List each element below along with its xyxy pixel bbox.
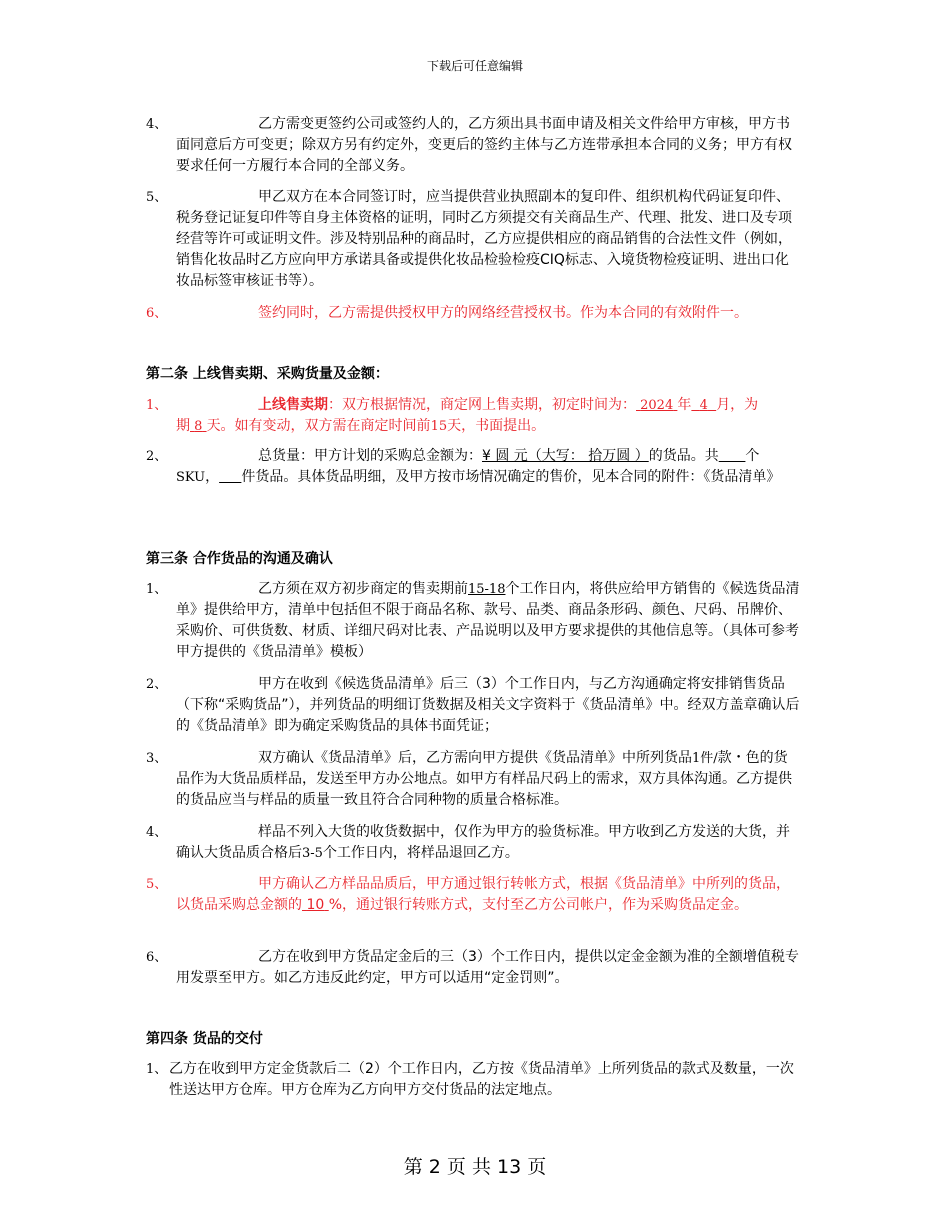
lead-days: 15 xyxy=(430,419,448,434)
art3-item-6 xyxy=(146,947,801,989)
item-text: 甲乙双方在本合同签订时，应当提供营业执照副本的复印件、组织机构代码证复印件、税务登记证复印件等自身主体资格的证明，同时乙方须提交有关商品生产、代理、批发、进口及专项经营等许可或证明文件。涉及特别品种的商品时，乙方应提供相应的商品销售的合法性文件（例如，销售化妆品时乙方应向甲方承诺具备或提供化妆品检验检疫CIQ标志、入境货物检疫证明、进出口化妆品标签审核证书等）。 xyxy=(176,189,792,289)
text-segment: 个 xyxy=(745,448,760,464)
item-text: 签约同时，乙方需提供授权甲方的网络经营授权书。作为本合同的有效附件一。 xyxy=(258,305,748,321)
text-segment: 个工作日内，将样品退回乙方。 xyxy=(322,845,519,861)
blank-pieces xyxy=(219,469,241,485)
item-number: 2、 xyxy=(146,677,168,692)
text-segment: 个工作日内，将供应给甲方销售的《候选货品清单》提供给甲方，清单中包括但不限于商品名称、款号、品类、商品条形码、颜色、尺码、吊牌价、采购价、可供货数、材质、详细尺码对比表、产品说明以及甲方要求提供的其他信息等。（具体可参考甲方提供的《货品清单》模板） xyxy=(176,581,800,660)
item-number: 4、 xyxy=(146,117,168,132)
text-segment: 的货品。共 xyxy=(648,448,719,464)
item-text xyxy=(176,748,801,811)
blank-count xyxy=(719,448,746,464)
text-segment: 乙方须在双方初步商定的售卖期前 xyxy=(258,581,468,597)
text-segment: %，通过银行转账方式，支付至乙方公司帐户，作为采购货品定金。 xyxy=(328,897,749,913)
text-segment: 乙方在收到甲方定金货款后二（2）个工作日内，乙方按《货品清单》上所列货品的款式及数量，一次性送达甲方仓库。甲方仓库为乙方向甲方交付货品的法定地点。 xyxy=(169,1061,794,1098)
text-segment: 年 xyxy=(677,397,692,413)
page-footer: 第 2 页 共 13 页 xyxy=(403,1156,547,1178)
text-segment: 甲方确认乙方样品品质后，甲方通过银行转帐方式，根据《货品清单》中所列的货品，以货品采购总金额的 xyxy=(176,876,790,913)
item-number: 5、 xyxy=(146,190,168,205)
item-number: 4、 xyxy=(146,825,168,840)
item-text xyxy=(176,579,801,663)
item-text: 乙方需变更签约公司或签约人的，乙方须出具书面申请及相关文件给甲方审核，甲方书面同意后方可变更；除双方另有约定外，变更后的签约主体与乙方连带承担本合同的义务；甲方有权要求任何一方履行本合同的全部义务。 xyxy=(176,116,792,174)
text-segment: 总货量：甲方计划的采购总金额为： xyxy=(258,448,482,464)
text-segment: 双方确认《货品清单》后，乙方需向甲方提供《货品清单》中所列货品 xyxy=(258,750,692,766)
item-text xyxy=(176,822,801,864)
text-segment: ：双方根据情况，商定网上售卖期，初定时间为： xyxy=(328,397,636,413)
item-number: 5、 xyxy=(146,877,168,892)
label-launch-period: 上线售卖期 xyxy=(258,397,328,413)
item-text xyxy=(176,395,801,437)
article-2-heading: 第二条 上线售卖期、采购货量及金额： xyxy=(146,366,389,382)
total-amount: ¥ 圆 元（大写： 拾万圆 ） xyxy=(482,448,649,464)
item-text xyxy=(176,874,801,916)
art3-item-1 xyxy=(146,579,801,663)
article-3-heading: 第三条 合作货品的沟通及确认 xyxy=(146,551,333,567)
text-segment: 月，为期 xyxy=(176,397,759,434)
text-segment: 天，书面提出。 xyxy=(447,418,546,434)
art3-item-3 xyxy=(146,748,801,811)
art2-item-1 xyxy=(146,395,801,437)
text-segment: ， xyxy=(205,469,220,485)
item-number: 1、 xyxy=(146,398,168,413)
item-number: 2、 xyxy=(146,449,168,464)
clause-item-6 xyxy=(146,303,801,324)
item-number: 6、 xyxy=(146,950,168,965)
item-text: 甲方在收到《候选货品清单》后三（3）个工作日内，与乙方沟通确定将安排销售货品（下称“采购货品”），并列货品的明细订货数据及相关文字资料于《货品清单》中。经双方盖章确认后的《货品清单》即为确定采购货品的具体书面凭证； xyxy=(176,676,800,734)
item-number: 1、 xyxy=(146,582,168,597)
art3-item-2 xyxy=(146,674,801,737)
item-text xyxy=(176,446,801,488)
art2-item-2 xyxy=(146,446,801,488)
page-header: 下载后可任意编辑 xyxy=(426,59,523,73)
clause-item-5 xyxy=(146,187,801,292)
clause-item-4 xyxy=(146,114,801,177)
item-number: 1、 xyxy=(146,1062,168,1077)
days-before: 15-18 xyxy=(468,582,506,597)
art3-item-5 xyxy=(146,874,801,916)
launch-year: 2024 xyxy=(640,398,674,413)
launch-days: 8 xyxy=(194,419,203,434)
item-number: 6、 xyxy=(146,306,168,321)
art3-item-4 xyxy=(146,822,801,864)
article-4-heading: 第四条 货品的交付 xyxy=(146,1031,263,1047)
text-segment: 天。如有变动，双方需在商定时间前 xyxy=(206,418,431,434)
launch-month: 4 xyxy=(699,398,708,413)
item-text: 乙方在收到甲方货品定金后的三（3）个工作日内，提供以定金金额为准的全额增值税专用发票至甲方。如乙方违反此约定，甲方可以适用“定金罚则”。 xyxy=(176,949,799,986)
deposit-percent: 10 xyxy=(306,897,325,913)
sample-qty: 1件/ xyxy=(692,751,718,766)
art4-item-1 xyxy=(146,1059,801,1101)
text-segment: 件货品。具体货品明细，及甲方按市场情况确定的售价，见本合同的附件：《货品清单》 xyxy=(241,469,781,485)
item-text xyxy=(169,1059,801,1101)
text-segment: 款・色的货品作为大货品质样品，发送至甲方办公地点。如甲方有样品尺码上的需求，双方具体沟通。乙方提供的货品应当与样品的质量一致且符合合同种物的质量合格标准。 xyxy=(176,750,792,808)
sku-label: SKU xyxy=(176,470,206,485)
return-days: 3-5 xyxy=(302,846,323,861)
text-segment: 样品不列入大货的收货数据中，仅作为甲方的验货标准。甲方收到乙方发送的大货，并确认大货品质合格后 xyxy=(176,824,790,861)
item-number: 3、 xyxy=(146,751,168,766)
